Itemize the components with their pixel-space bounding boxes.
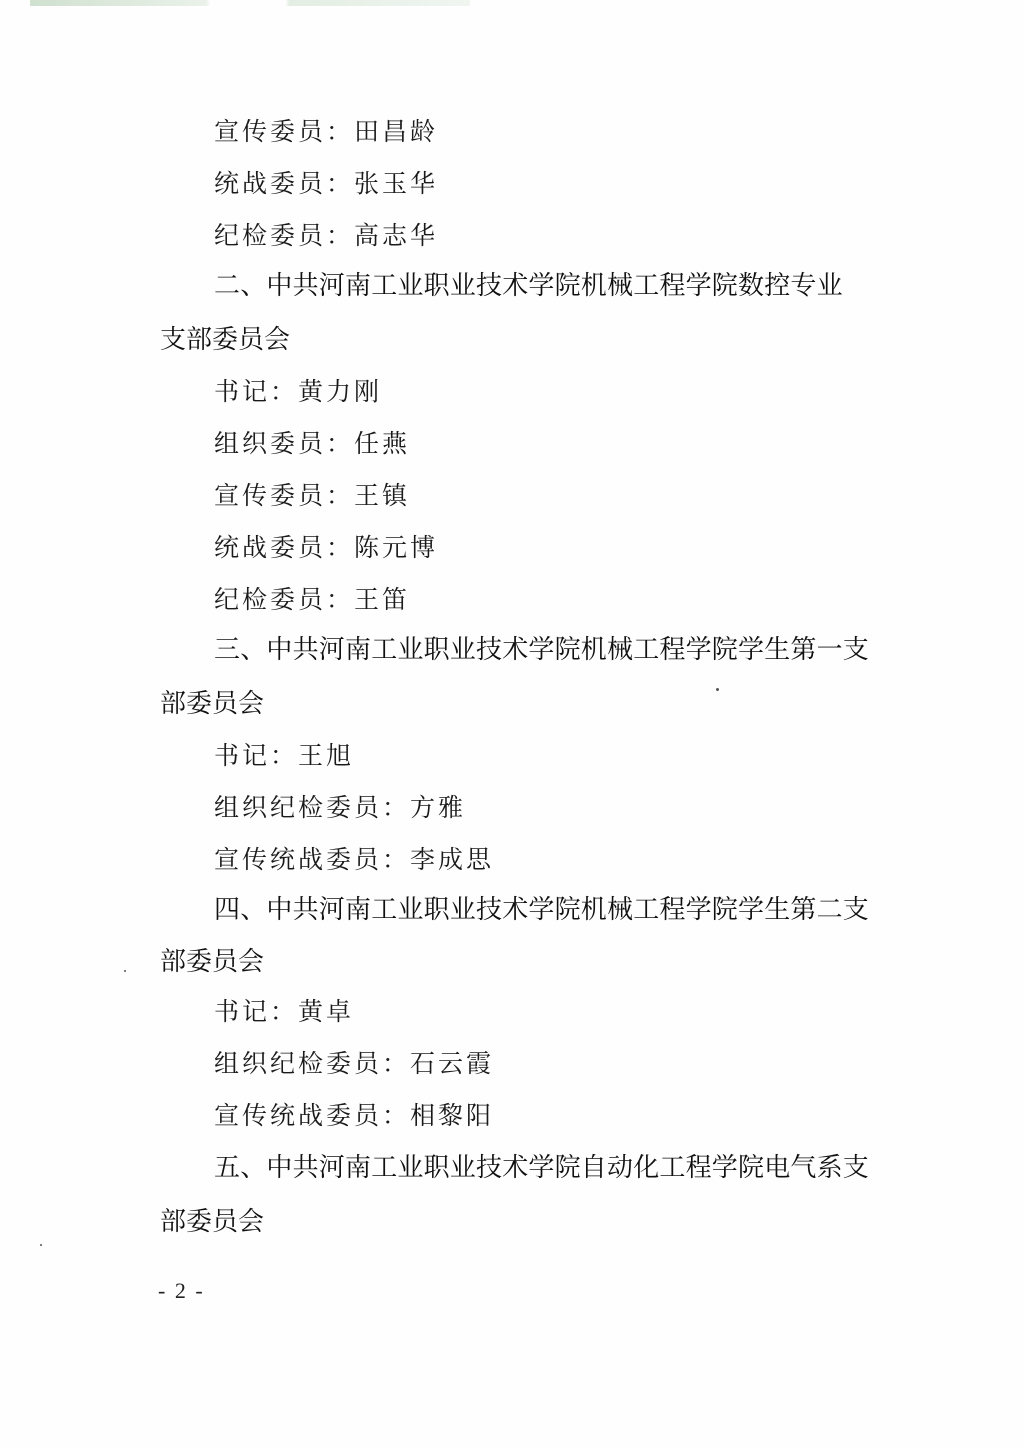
- section-heading-continued: 部委员会: [160, 947, 265, 977]
- member-line: 纪检委员：王笛: [214, 585, 411, 614]
- section-heading-continued: 支部委员会: [160, 325, 291, 355]
- scan-speck: [716, 688, 719, 691]
- member-line: 宣传委员：田昌龄: [214, 117, 439, 146]
- member-line: 统战委员：张玉华: [214, 169, 439, 198]
- scan-speck: [40, 1244, 42, 1246]
- member-line: 书记：黄力刚: [214, 377, 383, 406]
- member-line: 宣传统战委员：相黎阳: [214, 1101, 495, 1130]
- scan-smudge: [30, 0, 470, 6]
- section-heading: 二、中共河南工业职业技术学院机械工程学院数控专业: [214, 271, 843, 301]
- member-line: 组织纪检委员：石云霞: [214, 1049, 495, 1078]
- member-line: 宣传统战委员：李成思: [214, 845, 495, 874]
- section-heading: 五、中共河南工业职业技术学院自动化工程学院电气系支: [214, 1153, 870, 1183]
- section-heading: 三、中共河南工业职业技术学院机械工程学院学生第一支: [214, 635, 870, 665]
- scan-speck: [124, 970, 126, 972]
- member-line: 书记：黄卓: [214, 997, 355, 1026]
- member-line: 纪检委员：高志华: [214, 221, 439, 250]
- page-number: - 2 -: [158, 1278, 205, 1303]
- member-line: 组织纪检委员：方雅: [214, 793, 467, 822]
- section-heading-continued: 部委员会: [160, 1207, 265, 1237]
- member-line: 统战委员：陈元博: [214, 533, 439, 562]
- section-heading-continued: 部委员会: [160, 689, 265, 719]
- member-line: 书记：王旭: [214, 741, 355, 770]
- section-heading: 四、中共河南工业职业技术学院机械工程学院学生第二支: [214, 895, 870, 925]
- member-line: 宣传委员：王镇: [214, 481, 411, 510]
- member-line: 组织委员：任燕: [214, 429, 411, 458]
